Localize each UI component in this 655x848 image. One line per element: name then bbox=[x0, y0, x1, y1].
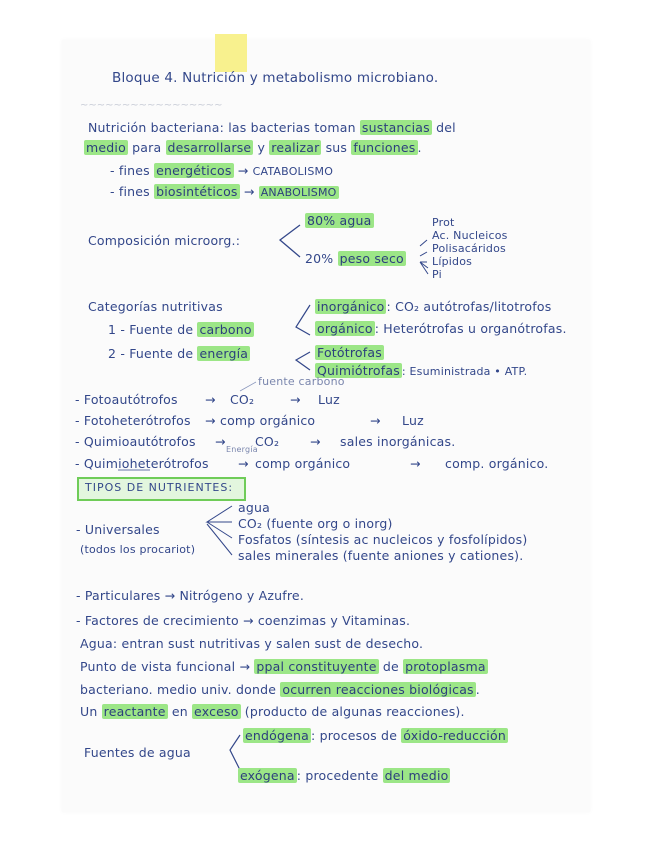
tipo-row-arrow: → bbox=[410, 456, 421, 471]
nutricion-label: Nutrición bacteriana: bbox=[88, 120, 224, 135]
composicion-agua: 80% agua bbox=[307, 213, 372, 228]
page-title: Bloque 4. Nutrición y metabolismo microbiano. bbox=[112, 70, 439, 86]
universales-label: - Universales bbox=[76, 522, 160, 537]
tipo-row-energia: Luz bbox=[402, 413, 424, 428]
funcional-line-2: bacteriano. medio univ. donde ocurren reacciones biológicas . bbox=[80, 682, 480, 697]
categorias-organico: orgánico : Heterótrofas u organótrofas. bbox=[317, 321, 567, 336]
tipo-row: - Quimioheterótrofos bbox=[75, 456, 209, 471]
categorias-label: Categorías nutritivas bbox=[88, 299, 223, 314]
tipo-row: - Quimioautótrofos bbox=[75, 434, 196, 449]
tipo-row-carbono: CO₂ bbox=[255, 434, 280, 449]
tipo-row-carbono: comp orgánico bbox=[220, 413, 316, 428]
funcional-line-3: Un reactante en exceso (producto de algunas reacciones). bbox=[80, 704, 465, 719]
fuente-carbono: 1 - Fuente de carbono bbox=[108, 322, 252, 337]
categorias-fototrofas: Fotótrofas bbox=[317, 345, 382, 360]
tipo-row: - Fotoautótrofos bbox=[75, 392, 178, 407]
composicion-item: Polisacáridos bbox=[432, 242, 506, 255]
tipo-row: - Fotoheterótrofos bbox=[75, 413, 191, 428]
categorias-quimiotrofas: Quimiótrofas : Esuministrada • ATP. bbox=[317, 363, 528, 378]
tipos-nutrientes-box bbox=[77, 477, 246, 501]
tipo-row-arrow: → bbox=[215, 434, 226, 449]
composicion-item: Lípidos bbox=[432, 255, 473, 268]
tipo-row-energia: Luz bbox=[318, 392, 340, 407]
fuente-energia: 2 - Fuente de energía bbox=[108, 346, 249, 361]
composicion-label: Composición microorg.: bbox=[88, 233, 241, 248]
tipo-row-arrow: → bbox=[290, 392, 301, 407]
highlight-sustancias: sustancias bbox=[361, 120, 430, 135]
universal-item: agua bbox=[238, 500, 270, 515]
particulares-line: - Particulares → Nitrógeno y Azufre. bbox=[76, 588, 304, 603]
composicion-item: Prot bbox=[432, 216, 455, 229]
composicion-item: Ac. Nucleicos bbox=[432, 229, 508, 242]
tipo-row-carbono: CO₂ bbox=[230, 392, 255, 407]
note-fuente-carbono: fuente carbono bbox=[258, 375, 345, 388]
nutricion-line-1: Nutrición bacteriana: las bacterias toman sustancias del bbox=[88, 120, 456, 135]
universal-item: Fosfatos (síntesis ac nucleicos y fosfolípidos) bbox=[238, 532, 528, 547]
universal-item: CO₂ (fuente org o inorg) bbox=[238, 516, 393, 531]
fuente-endogena: endógena : procesos de óxido-reducción bbox=[245, 728, 506, 743]
bleed-through-text: ~~~~~~~~~~~~~~~~~ bbox=[80, 100, 223, 111]
factores-line: - Factores de crecimiento → coenzimas y Vitaminas. bbox=[76, 613, 411, 628]
tipos-nutrientes-header: TIPOS DE NUTRIENTES: bbox=[85, 481, 234, 494]
note-energia: Energía bbox=[226, 445, 258, 454]
composicion-item: Pi bbox=[432, 268, 442, 281]
fines-biosinteticos: - fines biosintéticos → ANABOLISMO bbox=[110, 184, 337, 199]
tipo-row-arrow: → bbox=[238, 456, 249, 471]
universal-item: sales minerales (fuente aniones y cationes). bbox=[238, 548, 524, 563]
fuente-exogena: exógena : procedente del medio bbox=[240, 768, 449, 783]
composicion-peso-seco: 20% peso seco bbox=[305, 251, 404, 266]
categorias-inorganico: inorgánico : CO₂ autótrofas/litotrofos bbox=[317, 299, 552, 314]
fines-energeticos: - fines energéticos → CATABOLISMO bbox=[110, 163, 334, 178]
tipo-row-arrow: → bbox=[205, 413, 216, 428]
tipo-row-arrow: → bbox=[310, 434, 321, 449]
fuentes-label: Fuentes de agua bbox=[84, 745, 191, 760]
tipo-row-arrow: → bbox=[370, 413, 381, 428]
agua-line: Agua: entran sust nutritivas y salen sust de desecho. bbox=[80, 636, 424, 651]
tipo-row-carbono: comp orgánico bbox=[255, 456, 351, 471]
tipo-row-arrow: → bbox=[205, 392, 216, 407]
funcional-line-1: Punto de vista funcional → ppal constituyente de protoplasma bbox=[80, 659, 486, 674]
tipo-row-energia: sales inorgánicas. bbox=[340, 434, 456, 449]
nutricion-line-2: medio para desarrollarse y realizar sus funciones . bbox=[86, 140, 422, 155]
universales-sublabel: (todos los procariot) bbox=[80, 543, 196, 556]
tipo-row-energia: comp. orgánico. bbox=[445, 456, 549, 471]
